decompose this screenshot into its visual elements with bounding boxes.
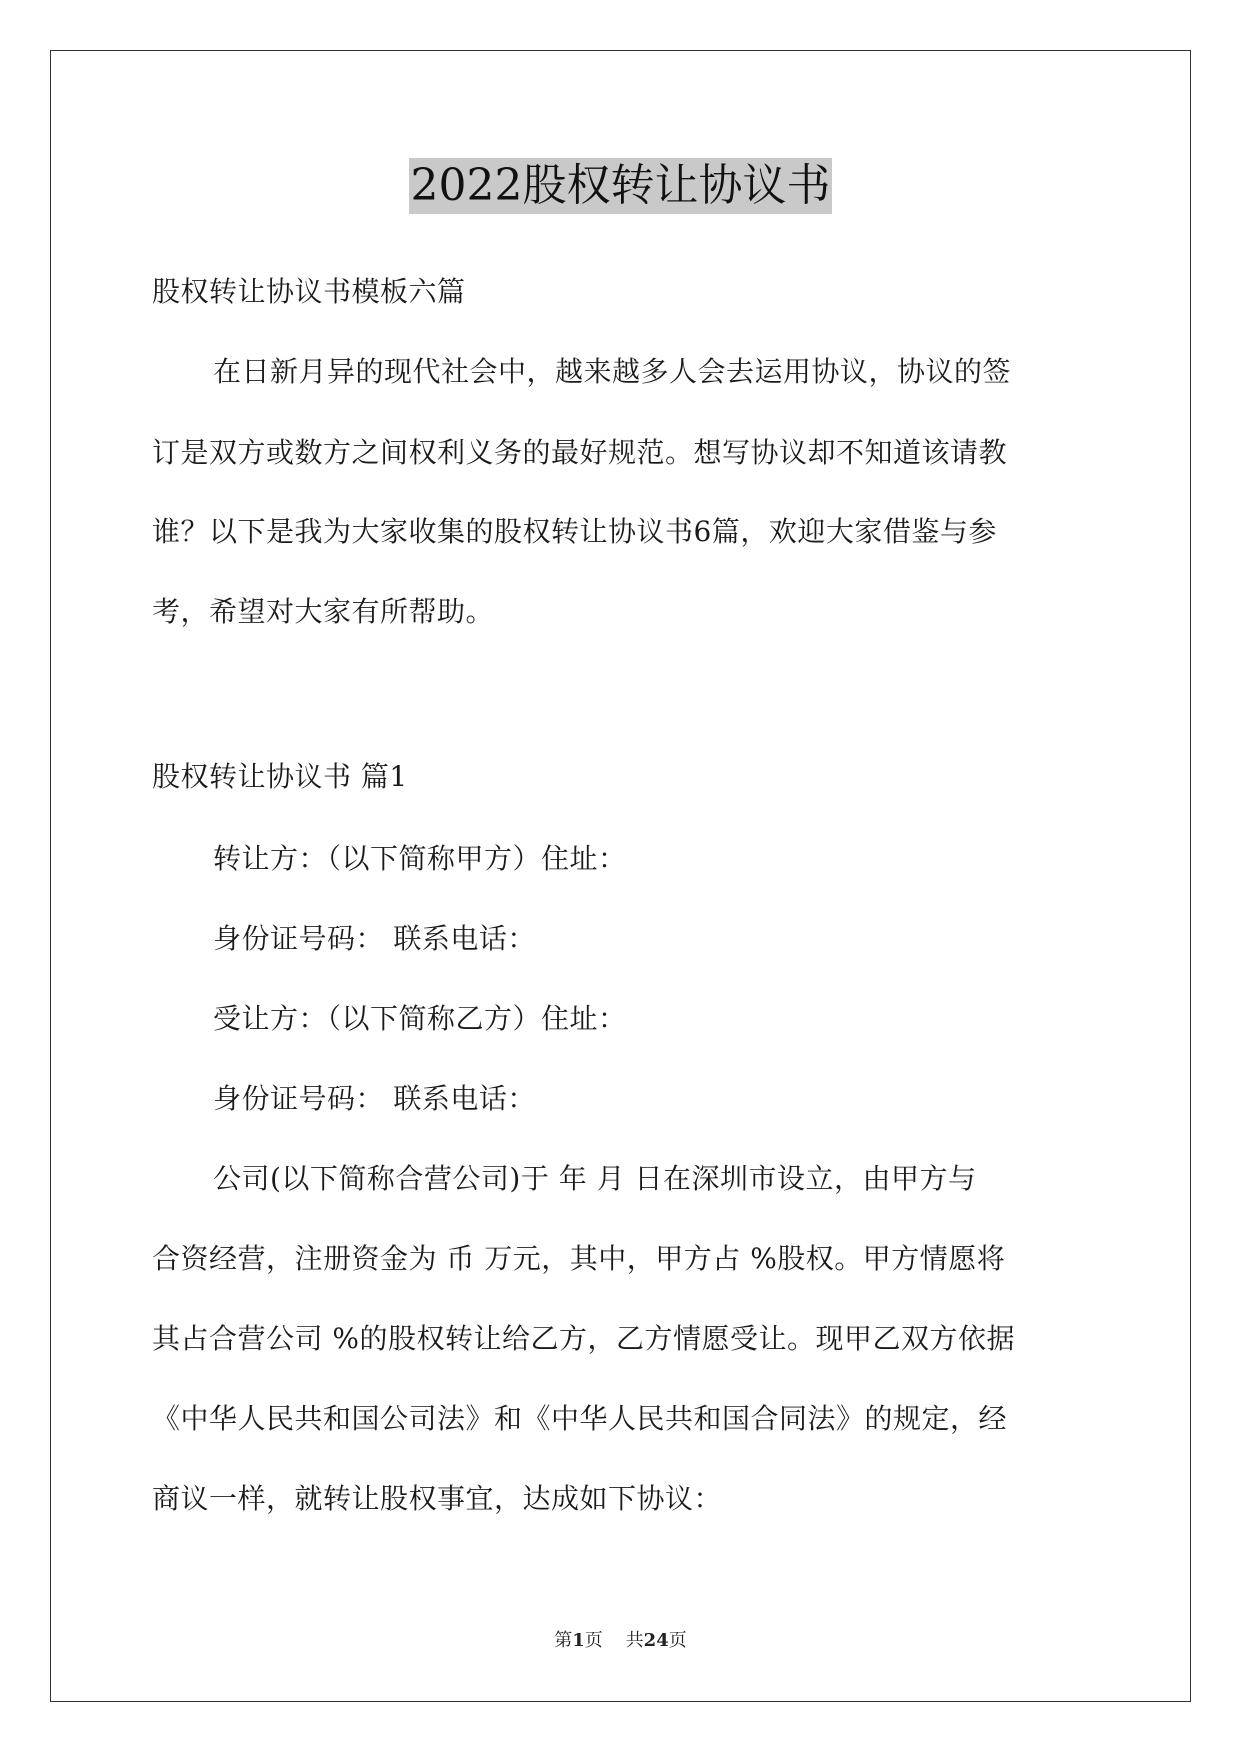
document-title: 2022股权转让协议书 xyxy=(409,158,833,214)
party-line: 转让方：（以下简称甲方）住址： xyxy=(213,842,627,875)
party-line: 身份证号码： 联系电话： xyxy=(213,1082,536,1115)
footer-page-mid: 页 共 xyxy=(584,1630,644,1651)
footer-page-prefix: 第 xyxy=(554,1630,573,1651)
body-line: 其占合营公司 %的股权转让给乙方，乙方情愿受让。现甲乙双方依据 xyxy=(152,1322,1016,1355)
party-line: 身份证号码： 联系电话： xyxy=(213,922,536,955)
page-footer xyxy=(0,1629,1241,1653)
title-container xyxy=(0,158,1241,214)
body-line: 《中华人民共和国公司法》和《中华人民共和国合同法》的规定，经 xyxy=(152,1402,1008,1435)
footer-page-suffix: 页 xyxy=(668,1630,687,1651)
intro-line: 在日新月异的现代社会中，越来越多人会去运用协议，协议的签 xyxy=(213,355,1012,388)
footer-total-pages: 24 xyxy=(643,1630,669,1651)
section-heading: 股权转让协议书 篇1 xyxy=(152,760,408,793)
intro-line: 订是双方或数方之间权利义务的最好规范。想写协议却不知道该请教 xyxy=(152,436,1008,469)
footer-current-page: 1 xyxy=(572,1630,585,1651)
document-subtitle: 股权转让协议书模板六篇 xyxy=(152,275,466,308)
body-line: 公司(以下简称合营公司)于 年 月 日在深圳市设立，由甲方与 xyxy=(213,1162,977,1195)
party-line: 受让方：（以下简称乙方）住址： xyxy=(213,1002,627,1035)
body-line: 合资经营，注册资金为 币 万元，其中，甲方占 %股权。甲方情愿将 xyxy=(152,1242,1006,1275)
body-line: 商议一样，就转让股权事宜，达成如下协议： xyxy=(152,1482,723,1515)
intro-line: 考，希望对大家有所帮助。 xyxy=(152,595,495,628)
intro-line: 谁？以下是我为大家收集的股权转让协议书6篇，欢迎大家借鉴与参 xyxy=(152,515,997,548)
